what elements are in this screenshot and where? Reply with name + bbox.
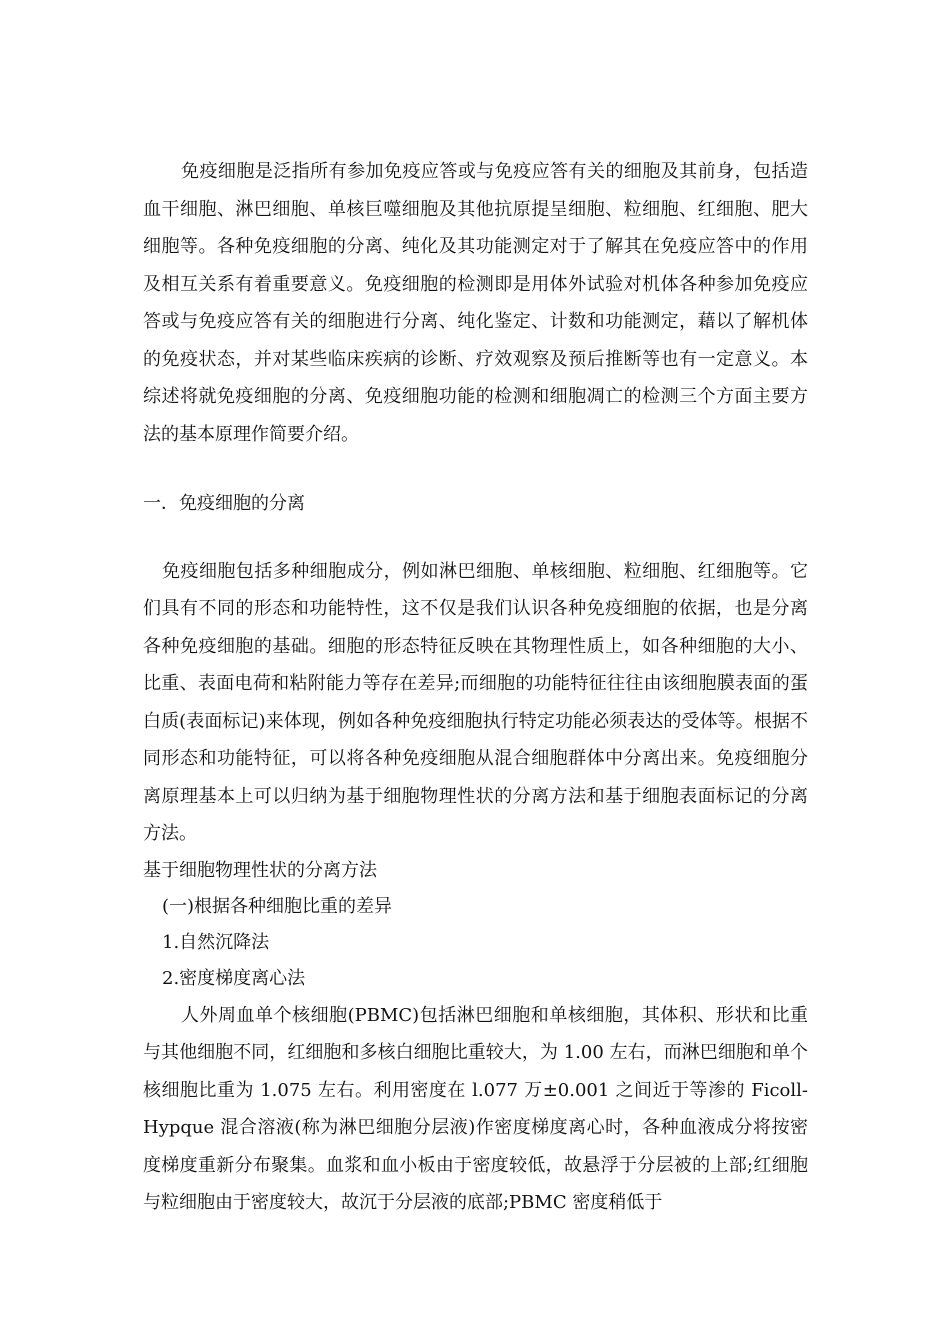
spacer: [143, 523, 808, 553]
subsection-heading-physical-properties: 基于细胞物理性状的分离方法: [143, 859, 377, 881]
document-body: [143, 153, 808, 1222]
sub-item-density-difference: (一)根据各种细胞比重的差异: [162, 895, 393, 917]
method-density-gradient-centrifugation: 2.密度梯度离心法: [162, 967, 306, 989]
intro-paragraph: 免疫细胞是泛指所有参加免疫应答或与免疫应答有关的细胞及其前身，包括造血干细胞、淋巴细胞、单核巨噬细胞及其他抗原提呈细胞、粒细胞、红细胞、肥大细胞等。各种免疫细胞的分离、纯化及其功能测定对于了解其在免疫应答中的作用及相互关系有着重要意义。免疫细胞的检测即是用体外试验对机体各种参加免疫应答或与免疫应答有关的细胞进行分离、纯化鉴定、计数和功能测定，藉以了解机体的免疫状态，并对某些临床疾病的诊断、疗效观察及预后推断等也有一定意义。本综述将就免疫细胞的分离、免疫细胞功能的检测和细胞凋亡的检测三个方面主要方法的基本原理作简要介绍。: [143, 161, 808, 445]
cell-separation-paragraph: 免疫细胞包括多种细胞成分，例如淋巴细胞、单核细胞、粒细胞、红细胞等。它们具有不同的形态和功能特性，这不仅是我们认识各种免疫细胞的依据，也是分离各种免疫细胞的基础。细胞的形态特征反映在其物理性质上，如各种细胞的大小、比重、表面电荷和粘附能力等存在差异;而细胞的功能特征往往由该细胞膜表面的蛋白质(表面标记)来体现，例如各种免疫细胞执行特定功能必须表达的受体等。根据不同形态和功能特征，可以将各种免疫细胞从混合细胞群体中分离出来。免疫细胞分离原理基本上可以归纳为基于细胞物理性状的分离方法和基于细胞表面标记的分离方法。: [143, 560, 808, 844]
spacer: [143, 453, 808, 485]
method-natural-sedimentation: 1.自然沉降法: [162, 931, 270, 953]
section-heading-cell-separation: 一．免疫细胞的分离: [143, 493, 305, 514]
pbmc-paragraph: 人外周血单个核细胞(PBMC)包括淋巴细胞和单核细胞，其体积、形状和比重与其他细胞不同，红细胞和多核白细胞比重较大，为 1.00 左右，而淋巴细胞和单个核细胞比重为 1.075 左右。利用密度在 l.077 万±0.001 之间近于等渗的 Ficoll-Hypque 混合溶液(称为淋巴细胞分层液)作密度梯度离心时，各种血液成分将按密度梯度重新分布聚集。血浆和血小板由于密度较低，故悬浮于分层被的上部;红细胞与粒细胞由于密度较大，故沉于分层液的底部;PBMC 密度稍低于: [143, 1004, 808, 1213]
